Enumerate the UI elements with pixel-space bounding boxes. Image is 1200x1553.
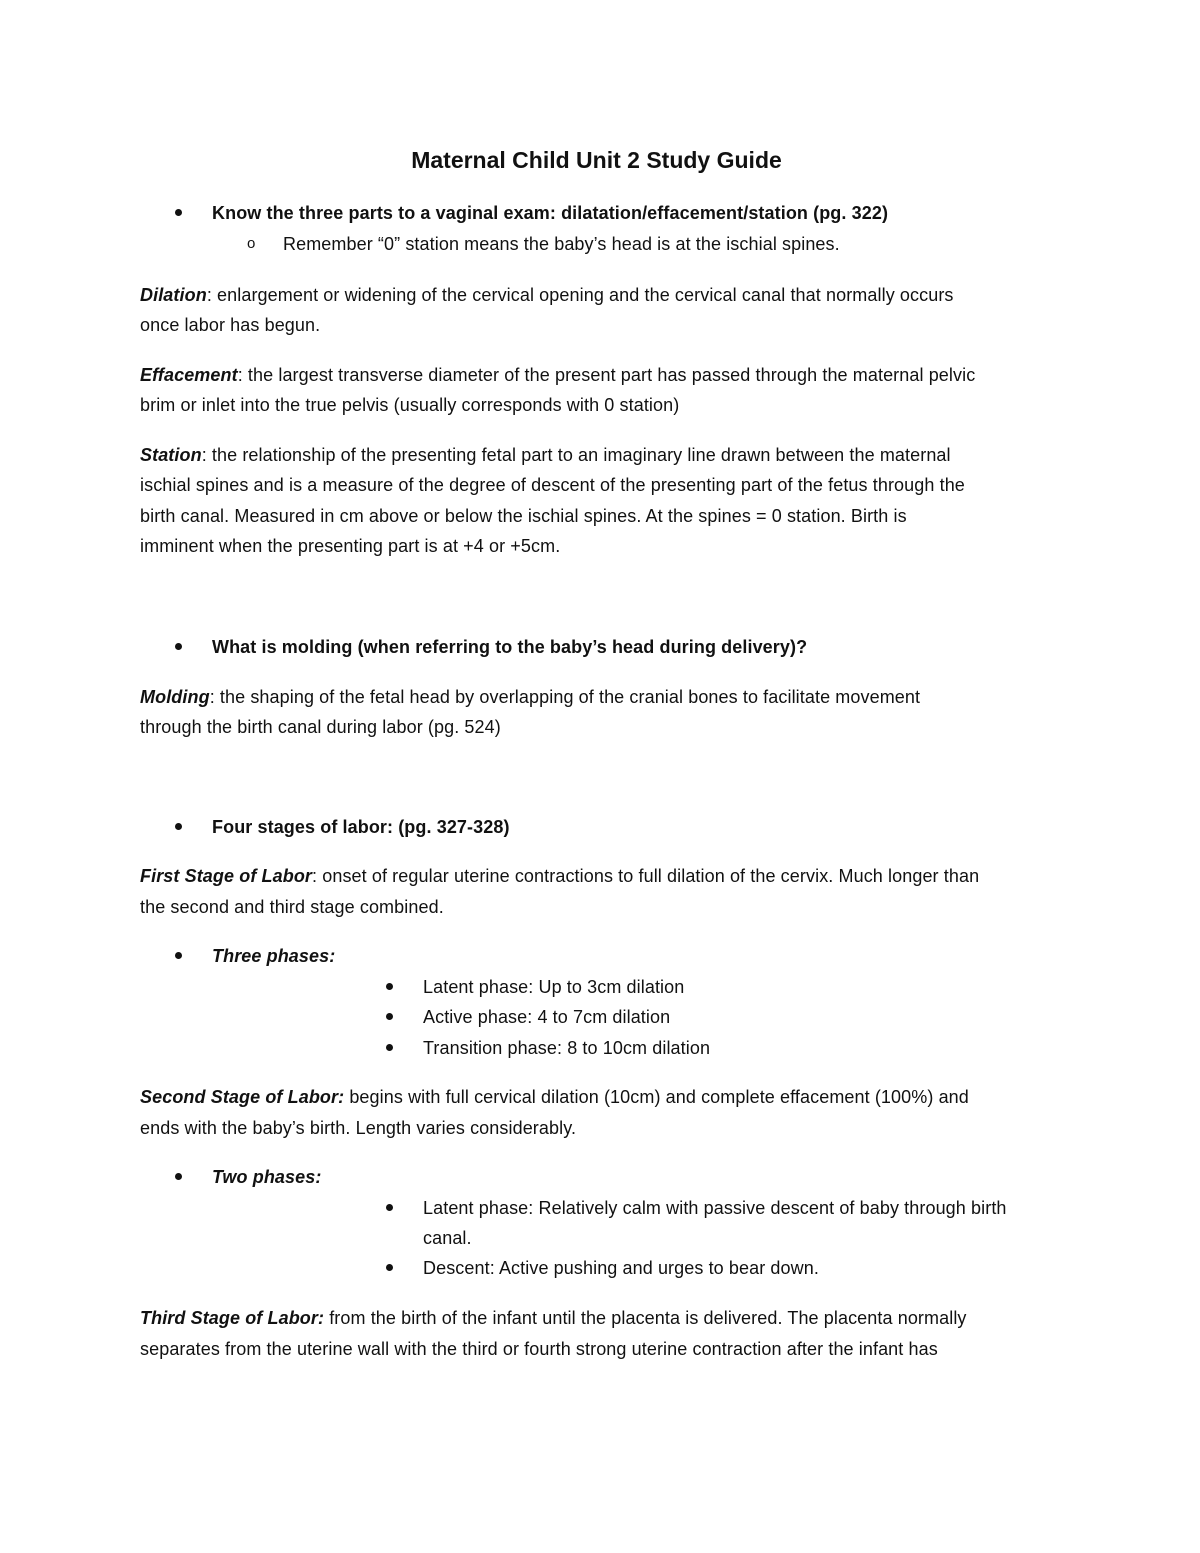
molding-definition-line-2: through the birth canal during labor (pg. 524) — [140, 717, 501, 737]
bullet-icon — [386, 1204, 393, 1211]
station-definition-line-4: imminent when the presenting part is at +4 or +5cm. — [140, 536, 561, 556]
dilation-definition-line-1 — [140, 280, 954, 310]
second-stage-phases-label: Two phases: — [212, 1167, 322, 1187]
stages-heading: Four stages of labor: (pg. 327-328) — [212, 817, 510, 837]
effacement-text: : the largest transverse diameter of the present part has passed through the maternal pelvic — [237, 365, 976, 385]
third-stage-line-2: separates from the uterine wall with the third or fourth strong uterine contraction after the infant has — [140, 1339, 938, 1359]
molding-definition-line-1 — [140, 682, 920, 712]
third-stage-text: from the birth of the infant until the placenta is delivered. The placenta normally — [324, 1308, 967, 1328]
bullet-icon — [175, 952, 182, 959]
sub-bullet-icon: o — [247, 235, 256, 252]
molding-question: What is molding (when referring to the baby’s head during delivery)? — [212, 637, 808, 657]
bullet-icon — [386, 1044, 393, 1051]
station-term: Station — [140, 445, 202, 465]
third-stage-term: Third Stage of Labor: — [140, 1308, 325, 1328]
second-stage-phase-2: Descent: Active pushing and urges to bear down. — [423, 1258, 819, 1278]
second-stage-term: Second Stage of Labor: — [140, 1087, 345, 1107]
molding-term: Molding — [140, 687, 210, 707]
first-stage-term: First Stage of Labor — [140, 866, 313, 886]
dilation-term: Dilation — [140, 285, 207, 305]
station-definition-line-2: ischial spines and is a measure of the degree of descent of the presenting part of the fetus through the — [140, 475, 965, 495]
bullet-icon — [175, 643, 182, 650]
first-stage-phase-3: Transition phase: 8 to 10cm dilation — [423, 1038, 711, 1058]
dilation-text: : enlargement or widening of the cervical opening and the cervical canal that normally occurs — [206, 285, 954, 305]
first-stage-text: : onset of regular uterine contractions to full dilation of the cervix. Much longer than — [312, 866, 980, 886]
second-stage-phase-1-line-2: canal. — [423, 1228, 472, 1248]
effacement-definition-line-2: brim or inlet into the true pelvis (usually corresponds with 0 station) — [140, 395, 680, 415]
effacement-definition-line-1 — [140, 360, 975, 390]
first-stage-line-1 — [140, 861, 979, 891]
station-text: : the relationship of the presenting fetal part to an imaginary line drawn between the maternal — [201, 445, 951, 465]
first-stage-phases-label: Three phases: — [212, 946, 336, 966]
bullet-icon — [386, 983, 393, 990]
station-definition-line-3: birth canal. Measured in cm above or below the ischial spines. At the spines = 0 station. Birth is — [140, 506, 907, 526]
bullet-icon — [175, 209, 182, 216]
dilation-definition-line-2: once labor has begun. — [140, 315, 321, 335]
station-definition-line-1 — [140, 440, 951, 470]
second-stage-line-1 — [140, 1082, 969, 1112]
vaginal-exam-sub-bullet: Remember “0” station means the baby’s head is at the ischial spines. — [283, 234, 840, 254]
page-title: Maternal Child Unit 2 Study Guide — [411, 147, 782, 173]
first-stage-line-2: the second and third stage combined. — [140, 897, 444, 917]
first-stage-phase-1: Latent phase: Up to 3cm dilation — [423, 977, 685, 997]
third-stage-line-1 — [140, 1303, 967, 1333]
molding-text: : the shaping of the fetal head by overlapping of the cranial bones to facilitate movement — [209, 687, 921, 707]
bullet-icon — [175, 1173, 182, 1180]
second-stage-phase-1-line-1: Latent phase: Relatively calm with passive descent of baby through birth — [423, 1198, 1007, 1218]
first-stage-phase-2: Active phase: 4 to 7cm dilation — [423, 1007, 671, 1027]
effacement-term: Effacement — [140, 365, 238, 385]
vaginal-exam-heading: Know the three parts to a vaginal exam: dilatation/effacement/station (pg. 322) — [212, 203, 889, 223]
second-stage-text: begins with full cervical dilation (10cm) and complete effacement (100%) and — [344, 1087, 969, 1107]
second-stage-line-2: ends with the baby’s birth. Length varies considerably. — [140, 1118, 577, 1138]
bullet-icon — [386, 1264, 393, 1271]
bullet-icon — [175, 823, 182, 830]
bullet-icon — [386, 1013, 393, 1020]
